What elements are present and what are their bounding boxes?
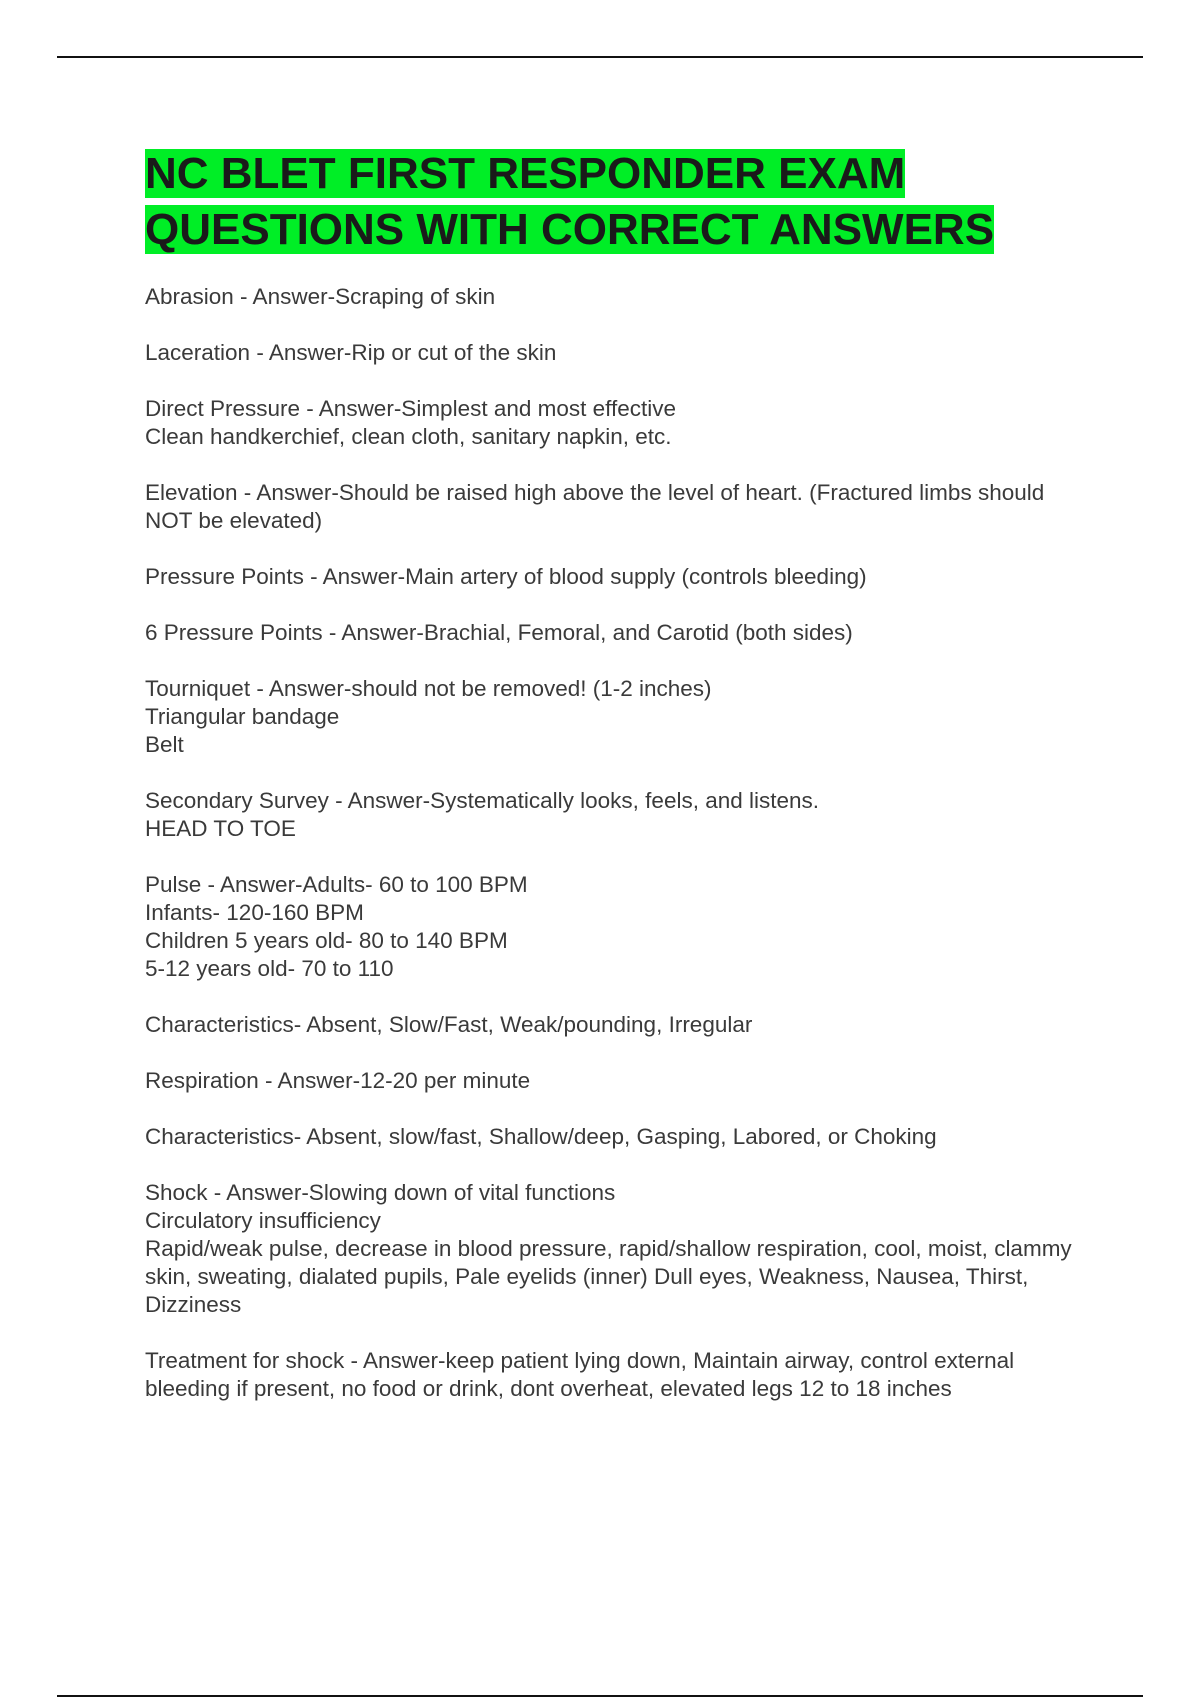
entry-tourniquet — [145, 675, 1095, 759]
entry-respiration — [145, 1067, 1095, 1095]
entry-line: Direct Pressure - Answer-Simplest and most effective — [145, 396, 677, 421]
entry-secondary-survey — [145, 787, 1095, 843]
entries-list — [145, 283, 1095, 1403]
entry-line: HEAD TO TOE — [145, 816, 296, 841]
entry-line: Characteristics- Absent, Slow/Fast, Weak/pounding, Irregular — [145, 1012, 753, 1037]
document-title — [145, 146, 1095, 258]
entry-line: 5-12 years old- 70 to 110 — [145, 956, 394, 981]
top-rule — [57, 56, 1143, 58]
entry-abrasion — [145, 283, 1095, 311]
entry-shock — [145, 1179, 1095, 1319]
entry-respiration-characteristics — [145, 1123, 1095, 1151]
entry-line: Rapid/weak pulse, decrease in blood pressure, rapid/shallow respiration, cool, moist, clammy skin, sweating, dialated pupils, Pale eyelids (inner) Dull eyes, Weakness, Nausea, Thirst, Dizziness — [145, 1236, 1072, 1317]
title-highlight: NC BLET FIRST RESPONDER EXAM QUESTIONS WITH CORRECT ANSWERS — [145, 149, 995, 254]
entry-line: Tourniquet - Answer-should not be removed! (1-2 inches) — [145, 676, 712, 701]
entry-line: Laceration - Answer-Rip or cut of the skin — [145, 340, 557, 365]
entry-line: Children 5 years old- 80 to 140 BPM — [145, 928, 508, 953]
bottom-rule — [57, 1695, 1143, 1697]
entry-line: Characteristics- Absent, slow/fast, Shallow/deep, Gasping, Labored, or Choking — [145, 1124, 937, 1149]
entry-treatment-for-shock — [145, 1347, 1095, 1403]
entry-line: Shock - Answer-Slowing down of vital functions — [145, 1180, 616, 1205]
entry-six-pressure-points — [145, 619, 1095, 647]
entry-line: Secondary Survey - Answer-Systematically looks, feels, and listens. — [145, 788, 820, 813]
entry-pulse-characteristics — [145, 1011, 1095, 1039]
entry-line: 6 Pressure Points - Answer-Brachial, Femoral, and Carotid (both sides) — [145, 620, 853, 645]
entry-direct-pressure — [145, 395, 1095, 451]
entry-line: Triangular bandage — [145, 704, 340, 729]
entry-line: Infants- 120-160 BPM — [145, 900, 364, 925]
entry-line: Circulatory insufficiency — [145, 1208, 381, 1233]
entry-line: Respiration - Answer-12-20 per minute — [145, 1068, 531, 1093]
entry-line: Clean handkerchief, clean cloth, sanitary napkin, etc. — [145, 424, 672, 449]
entry-line: Pressure Points - Answer-Main artery of blood supply (controls bleeding) — [145, 564, 867, 589]
document-body — [145, 146, 1095, 1431]
entry-laceration — [145, 339, 1095, 367]
entry-line: Elevation - Answer-Should be raised high above the level of heart. (Fractured limbs should NOT be elevated) — [145, 480, 1045, 533]
entry-line: Treatment for shock - Answer-keep patient lying down, Maintain airway, control external bleeding if present, no food or drink, dont overheat, elevated legs 12 to 18 inches — [145, 1348, 1015, 1401]
entry-pressure-points — [145, 563, 1095, 591]
entry-line: Belt — [145, 732, 184, 757]
entry-pulse — [145, 871, 1095, 983]
entry-elevation — [145, 479, 1095, 535]
entry-line: Pulse - Answer-Adults- 60 to 100 BPM — [145, 872, 528, 897]
entry-line: Abrasion - Answer-Scraping of skin — [145, 284, 496, 309]
